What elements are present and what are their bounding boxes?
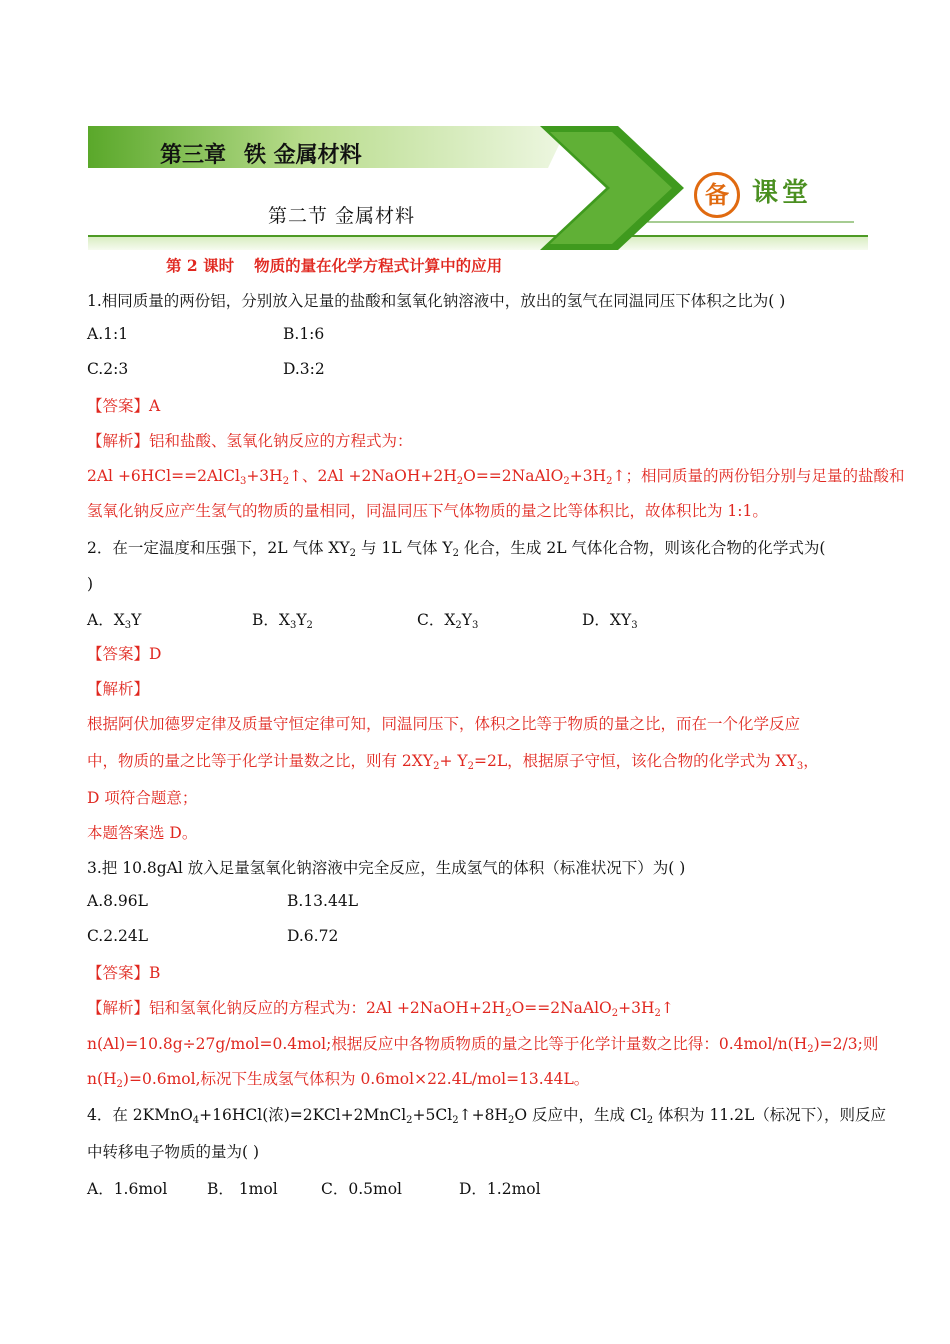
q2-option-b: B．$X_3Y_2$ bbox=[252, 611, 313, 631]
q3-option-b: B.13.44L bbox=[287, 892, 358, 910]
q2-answer: 【答案】D bbox=[87, 645, 162, 663]
q4-stem: 4．在 2KMnO$_4$+16HCl(浓)$=2KCl+2MnCl_2+5Cl_2↑+8H_2O$ 反应中，生成 $Cl_2$ 体积为 11.2L（标况下），则反应 bbox=[87, 1106, 887, 1126]
banner-bottom-band bbox=[88, 236, 868, 250]
q2-analysis-1: 根据阿伏加德罗定律及质量守恒定律可知，同温同压下，体积之比等于物质的量之比，而在一个化学反应 bbox=[87, 715, 801, 733]
q1-analysis-end: 氢氧化钠反应产生氢气的物质的量相同，同温同压下气体物质的量之比等体积比，故体积比为 1:1。 bbox=[87, 502, 768, 520]
q4-option-a: A．1.6mol bbox=[87, 1180, 168, 1198]
q2-analysis-2: 中，物质的量之比等于化学计量数之比，则有 $2XY_2+ Y_2=2L$，根据原子守恒，该化合物的化学式为 $XY_3$， bbox=[87, 752, 819, 772]
q4-option-d: D．1.2mol bbox=[459, 1180, 541, 1198]
logo-badge: 备 bbox=[694, 172, 740, 218]
q2-option-d: D．$XY_3$ bbox=[582, 611, 638, 631]
q1-stem: 1.相同质量的两份铝，分别放入足量的盐酸和氢氧化钠溶液中，放出的氢气在同温同压下体积之比为( ) bbox=[87, 292, 786, 310]
q1-equation: $2Al +6HCl==2AlCl_3+3H_2↑$、$2Al +2NaOH+2H_2O==2NaAlO_2+3H_2↑$；相同质量的两份铝分别与足量的盐酸和 bbox=[87, 467, 905, 487]
q2-analysis-3: D 项符合题意； bbox=[87, 789, 198, 807]
q1-option-c: C.2:3 bbox=[87, 360, 129, 378]
q3-stem: 3.把 10.8gAl 放入足量氢氧化钠溶液中完全反应，生成氢气的体积（标准状况下）为( ) bbox=[87, 859, 686, 877]
q2-analysis-4: 本题答案选 D。 bbox=[87, 824, 198, 842]
q1-option-d: D.3:2 bbox=[283, 360, 325, 378]
q2-analysis-head: 【解析】 bbox=[87, 680, 150, 698]
section-title: 第二节 金属材料 bbox=[268, 205, 416, 227]
lesson-title: 第 2 课时 物质的量在化学方程式计算中的应用 bbox=[166, 256, 503, 275]
q3-option-c: C.2.24L bbox=[87, 927, 149, 945]
q2-option-c: C．$X_2Y_3$ bbox=[417, 611, 479, 631]
q3-calc-2: $n(H_2)=0.6mol$,标况下生成氢气体积为 0.6mol×22.4L/mol=13.44L。 bbox=[87, 1070, 590, 1090]
q3-option-d: D.6.72 bbox=[287, 927, 339, 945]
q3-calc-1: n(Al)=10.8g÷27g/mol=0.4mol;根据反应中各物质物质的量之比等于化学计量数之比得：$0.4mol/n(H_2)=2/3$;则 bbox=[87, 1035, 879, 1055]
q3-answer: 【答案】B bbox=[87, 964, 161, 982]
q3-option-a: A.8.96L bbox=[87, 892, 148, 910]
chapter-title: 第三章 铁 金属材料 bbox=[160, 143, 362, 168]
q2-option-a: A．$X_3Y$ bbox=[87, 611, 142, 631]
q1-analysis-head: 【解析】铝和盐酸、氢氧化钠反应的方程式为： bbox=[87, 432, 413, 450]
q3-analysis: 【解析】铝和氢氧化钠反应的方程式为：$2Al +2NaOH+2H_2O==2NaAlO_2+3H_2↑$ bbox=[87, 999, 674, 1019]
logo-word: 课堂 bbox=[752, 178, 813, 208]
q4-stem-end: 中转移电子物质的量为( ) bbox=[87, 1143, 260, 1161]
q4-option-b: B． 1mol bbox=[207, 1180, 278, 1198]
q1-option-a: A.1:1 bbox=[87, 325, 129, 343]
q2-stem-end: ) bbox=[87, 575, 94, 593]
q2-stem: 2．在一定温度和压强下，2L 气体 $XY_2$ 与 1L 气体 $Y_2$ 化合，生成 2L 气体化合物，则该化合物的化学式为( bbox=[87, 539, 826, 559]
q1-answer: 【答案】A bbox=[87, 397, 161, 415]
q4-option-c: C．0.5mol bbox=[321, 1180, 402, 1198]
q1-option-b: B.1:6 bbox=[283, 325, 325, 343]
